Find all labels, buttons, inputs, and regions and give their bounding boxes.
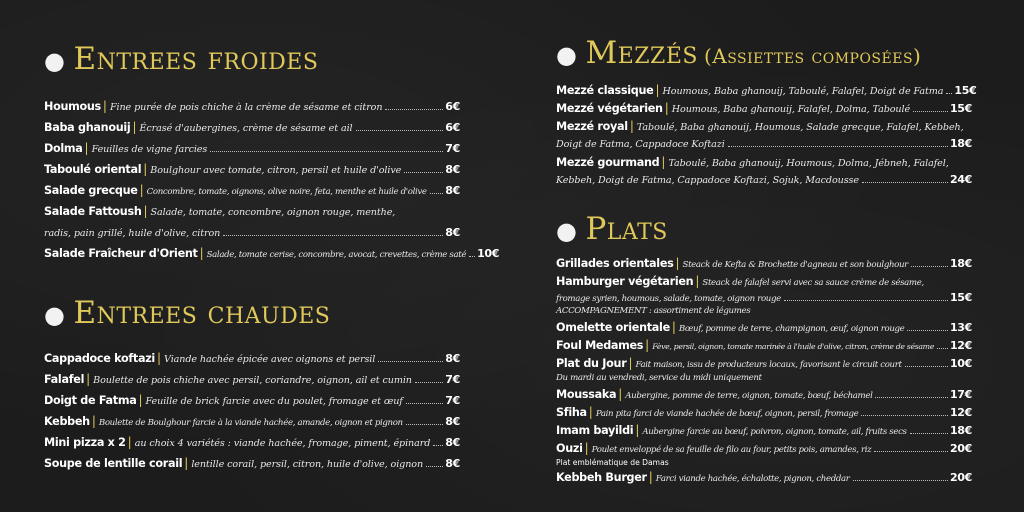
item-desc: Taboulé, Baba ghanouij, Houmous, Dolma, Jébneh, Falafel, [668,158,949,169]
menu-item-moussaka: Moussaka | Aubergine, pomme de terre, oignon, tomate, bœuf, béchamel 17€ [556,385,972,403]
item-name: Salade grecque [44,184,138,197]
menu-item-omelette-orientale: Omelette orientale | Bœuf, pomme de terre, champignon, œuf, oignon rouge 13€ [556,318,972,336]
item-price: 15€ [949,102,972,115]
menu-item-kebbeh: Kebbeh | Boulette de Boulghour farcie à la viande hachée, amande, oignon et pignon 8€ [44,411,460,432]
menu-item-kebbeh-burger: Kebbeh Burger | Farci viande hachée, échalotte, pignon, cheddar 20€ [556,468,972,486]
item-desc: Salade, tomate, concombre, oignon rouge, menthe, [150,207,396,218]
item-name: Foul Medames [556,339,644,352]
section-title: ● Entrees froides [44,41,319,77]
menu-item-imam-bayildi: Imam bayildi | Aubergine farcie au bœuf, poivron, oignon, tomate, ail, fruits secs 18€ [556,421,972,439]
item-price: 18€ [949,257,972,270]
item-name: Plat du Jour [556,357,627,370]
item-desc: Houmous, Baba ghanouij, Falafel, Dolma, Taboulé [671,104,911,115]
item-price: 8€ [445,457,460,470]
menu-item-sfiha: Sfiha | Pain pita farci de viande hachée de bœuf, oignon, persil, fromage 12€ [556,403,972,421]
item-price: 8€ [445,184,460,197]
item-desc: Salade, tomate cerise, concombre, avocat, crevettes, crème saté [206,250,467,260]
item-name: Mezzé royal [556,120,628,133]
menu-item-foul-medames: Foul Medames | Fève, persil, oignon, tomate marinée à l'huile d'olive, citron, crème de sésame 12€ [556,336,972,354]
item-price: 15€ [949,291,972,304]
item-name: Grillades orientales [556,257,674,270]
item-desc: Fève, persil, oignon, tomate marinée à l'huile d'olive, citron, crème de sésame [652,342,934,351]
item-name: Dolma [44,142,83,155]
item-desc: Boulette de pois chiche avec persil, coriandre, oignon, ail et cumin [93,375,412,386]
item-desc: Fine purée de pois chiche à la crème de sésame et citron [109,102,383,113]
item-desc: Houmous, Baba ghanouij, Taboulé, Falafel, Doigt de Fatma [662,86,944,97]
item-name: Baba ghanouij [44,121,131,134]
menu-item-mezze-gourmand: Mezzé gourmand | Taboulé, Baba ghanouij, Houmous, Dolma, Jébneh, Falafel, Kebbeh, Doigt de Fatma, Cappadoce Koftazi, Sojuk, Macdousse 24€ [556,153,972,189]
menu-item-salade-grecque: Salade grecque | Concombre, tomate, oignons, olive noire, feta, menthe et huile d'olive 8€ [44,180,460,201]
item-name: Imam bayildi [556,424,634,437]
item-price: 12€ [949,339,972,352]
menu-item-falafel: Falafel | Boulette de pois chiche avec persil, coriandre, oignon, ail et cumin 7€ [44,369,460,390]
item-price: 10€ [477,247,500,260]
item-name: Sfiha [556,406,587,419]
item-desc: Steack de Kefta & Brochette d'agneau et son boulghour [682,260,908,270]
item-price: 18€ [949,137,972,150]
item-name: Hamburger végétarien [556,275,694,288]
item-price: 7€ [445,394,460,407]
item-desc: Aubergine, pomme de terre, oignon, tomate, bœuf, béchamel [625,391,873,401]
item-desc: Boulette de Boulghour farcie à la viande hachée, amande, oignon et pignon [98,418,403,428]
item-price: 17€ [949,388,972,401]
item-desc: Pain pita farci de viande hachée de bœuf, oignon, persil, fromage [595,409,859,419]
menu-item-taboule-oriental: Taboulé oriental | Boulghour avec tomate, citron, persil et huile d'olive 8€ [44,159,460,180]
menu-item-plat-du-jour: Plat du Jour | Fait maison, issu de producteurs locaux, favorisant le circuit court 10€ Du mardi au vendredi, service du midi uniquement [556,356,972,383]
item-desc: Viande hachée épicée avec oignons et persil [164,354,376,365]
bullet-icon: ● [44,47,66,75]
item-price: 12€ [949,406,972,419]
item-name: Kebbeh [44,415,90,428]
menu-item-mini-pizza: Mini pizza x 2 | au choix 4 variétés : viande hachée, fromage, piment, épinard 8€ [44,432,460,453]
item-desc: Boulghour avec tomate, citron, persil et huile d'olive [150,165,402,176]
section-title: ● Entrees chaudes [44,295,331,331]
item-price: 13€ [949,321,972,334]
item-price: 8€ [445,163,460,176]
section-entrees-chaudes [44,296,460,474]
section-title: ● Mezzés (Assiettes composées) [556,35,922,71]
section-title: ● Plats [556,211,668,247]
item-name: Omelette orientale [556,321,670,334]
item-desc: Farci viande hachée, échalotte, pignon, cheddar [655,474,850,484]
item-name: Mezzé gourmand [556,156,660,169]
item-desc: au choix 4 variétés : viande hachée, fromage, piment, épinard [134,438,431,449]
menu-item-baba-ghanouij: Baba ghanouij | Écrasé d'aubergines, crème de sésame et ail 6€ [44,117,460,138]
item-desc-continued: Du mardi au vendredi, service du midi uniquement [556,373,762,383]
item-price: 6€ [445,100,460,113]
item-desc: Aubergine farcie au bœuf, poivron, oignon, tomate, ail, fruits secs [642,427,907,437]
item-desc-continued: radis, pain grillé, huile d'olive, citron [44,228,221,239]
item-price: 10€ [949,357,972,370]
item-note: Plat emblématique de Damas [556,458,669,467]
item-desc: Écrasé d'aubergines, crème de sésame et ail [139,123,353,134]
menu-item-dolma: Dolma | Feuilles de vigne farcies 7€ [44,138,460,159]
item-price: 8€ [445,226,460,239]
menu-item-ouzi: Ouzi | Poulet enveloppé de sa feuille de filo au four, petits pois, amandes, riz 20€ Plat emblématique de Damas [556,441,972,467]
item-desc-continued: Doigt de Fatma, Cappadoce Koftazi [556,139,725,150]
menu-item-mezze-royal: Mezzé royal | Taboulé, Baba ghanouij, Houmous, Salade grecque, Falafel, Kebbeh, Doigt de Fatma, Cappadoce Koftazi 18€ [556,117,972,153]
item-name: Mezzé végétarien [556,102,663,115]
item-price: 18€ [949,424,972,437]
item-price: 8€ [445,436,460,449]
menu-item-mezze-classique: Mezzé classique | Houmous, Baba ghanouij, Taboulé, Falafel, Doigt de Fatma 15€ [556,81,972,99]
item-price: 8€ [445,352,460,365]
item-price: 24€ [949,173,972,186]
item-price: 8€ [445,415,460,428]
item-desc: Bœuf, pomme de terre, champignon, œuf, oignon rouge [678,324,905,334]
menu-item-hamburger-vegetarien: Hamburger végétarien | Steack de falafel servi avec sa sauce crème de sésame, fromage syrien, houmous, salade, tomate, oignon rouge 15€ ACCOMPAGNEMENT : assortiment de légumes [556,274,972,316]
item-desc: Feuille de brick farcie avec du poulet, fromage et œuf [145,396,403,407]
item-name: Soupe de lentille corail [44,457,183,470]
item-name: Salade Fraîcheur d'Orient [44,247,198,260]
menu-item-grillades-orientales: Grillades orientales | Steack de Kefta & Brochette d'agneau et son boulghour 18€ [556,254,972,272]
item-desc: lentille corail, persil, citron, huile d'olive, oignon [191,459,424,470]
menu-item-doigt-de-fatma: Doigt de Fatma | Feuille de brick farcie avec du poulet, fromage et œuf 7€ [44,390,460,411]
bullet-icon: ● [556,41,578,69]
item-desc: Feuilles de vigne farcies [91,144,208,155]
bullet-icon: ● [556,217,578,245]
item-price: 20€ [949,471,972,484]
section-mezzes [556,35,977,189]
item-name: Moussaka [556,388,617,401]
item-price: 7€ [445,373,460,386]
item-price: 15€ [954,84,977,97]
menu-item-cappadoce-koftazi: Cappadoce koftazi | Viande hachée épicée avec oignons et persil 8€ [44,348,460,369]
section-entrees-froides [44,41,500,264]
item-name: Falafel [44,373,85,386]
item-accompaniment: ACCOMPAGNEMENT : assortiment de légumes [556,306,751,316]
item-name: Kebbeh Burger [556,471,647,484]
item-desc: Taboulé, Baba ghanouij, Houmous, Salade grecque, Falafel, Kebbeh, [636,122,964,133]
menu-item-salade-fattoush: Salade Fattoush | Salade, tomate, concombre, oignon rouge, menthe, radis, pain grillé, huile d'olive, citron 8€ [44,201,460,243]
menu-item-mezze-vegetarien: Mezzé végétarien | Houmous, Baba ghanouij, Falafel, Dolma, Taboulé 15€ [556,99,972,117]
item-desc-continued: Kebbeh, Doigt de Fatma, Cappadoce Koftazi, Sojuk, Macdousse [556,175,859,186]
item-name: Houmous [44,100,101,113]
item-price: 20€ [949,442,972,455]
item-name: Cappadoce koftazi [44,352,155,365]
menu-item-houmous: Houmous | Fine purée de pois chiche à la crème de sésame et citron 6€ [44,96,460,117]
item-name: Taboulé oriental [44,163,142,176]
menu-item-soupe-lentille: Soupe de lentille corail | lentille corail, persil, citron, huile d'olive, oignon 8€ [44,453,460,474]
section-subtitle: (Assiettes composées) [703,44,922,68]
item-desc-continued: fromage syrien, houmous, salade, tomate, oignon rouge [556,294,781,304]
section-plats [556,212,972,486]
menu-item-salade-fraicheur: Salade Fraîcheur d'Orient | Salade, tomate cerise, concombre, avocat, crevettes, crème saté 10€ [44,243,460,264]
item-price: 7€ [445,142,460,155]
item-name: Doigt de Fatma [44,394,137,407]
item-name: Mezzé classique [556,84,654,97]
bullet-icon: ● [44,301,66,329]
item-price: 6€ [445,121,460,134]
item-desc: Poulet enveloppé de sa feuille de filo au four, petits pois, amandes, riz [591,445,872,455]
item-desc: Fait maison, issu de producteurs locaux, favorisant le circuit court [635,360,902,370]
item-desc: Steack de falafel servi avec sa sauce crème de sésame, [702,278,924,288]
item-name: Mini pizza x 2 [44,436,126,449]
item-name: Ouzi [556,442,583,455]
item-desc: Concombre, tomate, oignons, olive noire, feta, menthe et huile d'olive [146,187,427,197]
item-name: Salade Fattoush [44,205,142,218]
